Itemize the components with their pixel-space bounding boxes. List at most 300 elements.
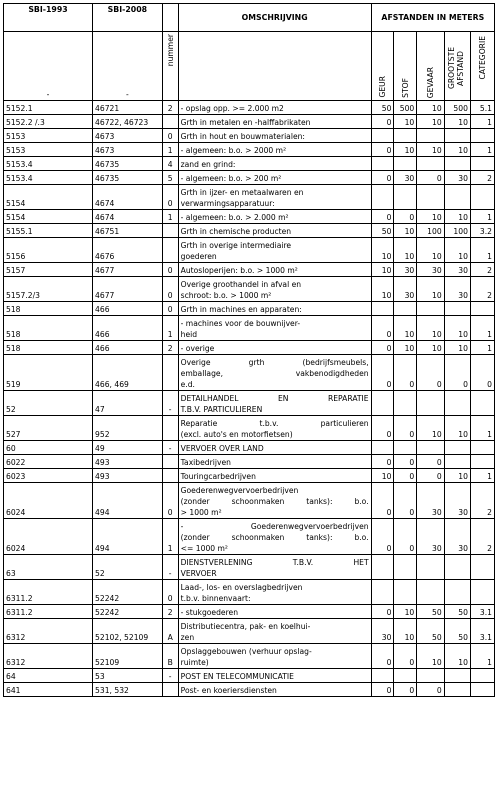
- cell-geur: 0: [371, 605, 394, 619]
- description-line: - Goederenwegvervoerbedrijven: [180, 522, 369, 531]
- cell-sbi-2008: 466: [93, 302, 163, 316]
- cell-sbi-1993: 518: [4, 302, 93, 316]
- cell-grootste-afstand: 30: [444, 277, 470, 302]
- description-line: t.b.v. binnenvaart:: [180, 594, 251, 603]
- cell-sbi-1993: 5157.2/3: [4, 277, 93, 302]
- cell-gevaar: 10: [417, 644, 444, 669]
- header-gevaar: [417, 32, 444, 101]
- cell-gevaar: 0: [417, 455, 444, 469]
- cell-sbi-2008: 466: [93, 341, 163, 355]
- cell-nummer: [162, 416, 178, 441]
- cell-omschrijving: [178, 483, 371, 519]
- table-row: [4, 302, 495, 316]
- cell-sbi-1993: 518: [4, 316, 93, 341]
- description-line: zand en grind:: [180, 160, 236, 169]
- description-line: Grth in overige intermediaire: [180, 241, 292, 250]
- cell-gevaar: 100: [417, 224, 444, 238]
- cell-categorie: [470, 669, 494, 683]
- cell-nummer: 0: [162, 263, 178, 277]
- cell-stof: 10: [394, 238, 417, 263]
- cell-sbi-2008: 4677: [93, 263, 163, 277]
- description-line: - opslag opp. >= 2.000 m2: [180, 104, 284, 113]
- cell-stof: 10: [394, 619, 417, 644]
- cell-stof: 0: [394, 519, 417, 555]
- cell-geur: 0: [371, 416, 394, 441]
- cell-grootste-afstand: [444, 157, 470, 171]
- cell-sbi-1993: 6024: [4, 483, 93, 519]
- cell-nummer: 0: [162, 185, 178, 210]
- cell-grootste-afstand: [444, 455, 470, 469]
- cell-gevaar: 30: [417, 519, 444, 555]
- cell-gevaar: [417, 185, 444, 210]
- cell-geur: [371, 129, 394, 143]
- cell-stof: [394, 129, 417, 143]
- cell-grootste-afstand: 10: [444, 341, 470, 355]
- cell-stof: 0: [394, 644, 417, 669]
- cell-nummer: -: [162, 669, 178, 683]
- description-line: T.B.V. PARTICULIEREN: [180, 405, 263, 414]
- cell-grootste-afstand: [444, 185, 470, 210]
- cell-nummer: [162, 238, 178, 263]
- cell-grootste-afstand: 10: [444, 210, 470, 224]
- cell-sbi-1993: 641: [4, 683, 93, 697]
- description-line: goederen: [180, 252, 217, 261]
- header-stof-text: STOF: [400, 78, 410, 98]
- cell-categorie: [470, 683, 494, 697]
- cell-sbi-1993: 5153: [4, 143, 93, 157]
- cell-grootste-afstand: 10: [444, 238, 470, 263]
- cell-grootste-afstand: [444, 129, 470, 143]
- header-gevaar-text: GEVAAR: [425, 66, 435, 98]
- cell-gevaar: 10: [417, 341, 444, 355]
- cell-grootste-afstand: 10: [444, 115, 470, 129]
- cell-stof: 0: [394, 469, 417, 483]
- description-line: Touringcarbedrijven: [180, 472, 256, 481]
- description-line: VERVOER: [180, 569, 217, 578]
- cell-omschrijving: [178, 277, 371, 302]
- cell-nummer: 0: [162, 483, 178, 519]
- cell-categorie: 1: [470, 341, 494, 355]
- cell-omschrijving: [178, 171, 371, 185]
- cell-geur: 50: [371, 101, 394, 115]
- cell-geur: 10: [371, 238, 394, 263]
- cell-geur: [371, 391, 394, 416]
- cell-sbi-1993: 527: [4, 416, 93, 441]
- cell-categorie: [470, 157, 494, 171]
- cell-grootste-afstand: 30: [444, 483, 470, 519]
- cell-geur: [371, 555, 394, 580]
- cell-sbi-1993: 6022: [4, 455, 93, 469]
- cell-nummer: 4: [162, 157, 178, 171]
- cell-categorie: [470, 129, 494, 143]
- cell-categorie: 1: [470, 115, 494, 129]
- header-categorie-text: CATEGORIE: [477, 36, 487, 80]
- cell-sbi-2008: 46751: [93, 224, 163, 238]
- table-row: [4, 391, 495, 416]
- description-line: e.d.: [180, 380, 195, 389]
- cell-sbi-2008: 52: [93, 555, 163, 580]
- cell-grootste-afstand: [444, 580, 470, 605]
- description-line: Reparatie t.b.v. particulieren: [180, 419, 369, 428]
- table-row: [4, 210, 495, 224]
- cell-geur: 0: [371, 355, 394, 391]
- cell-nummer: 2: [162, 341, 178, 355]
- table-row: [4, 316, 495, 341]
- cell-nummer: A: [162, 619, 178, 644]
- cell-sbi-2008: 52242: [93, 605, 163, 619]
- table-row: [4, 277, 495, 302]
- cell-grootste-afstand: 30: [444, 263, 470, 277]
- cell-stof: 10: [394, 605, 417, 619]
- cell-gevaar: 10: [417, 101, 444, 115]
- cell-gevaar: 0: [417, 355, 444, 391]
- cell-sbi-2008: 4673: [93, 143, 163, 157]
- cell-sbi-1993: 518: [4, 341, 93, 355]
- cell-grootste-afstand: 10: [444, 644, 470, 669]
- cell-geur: 0: [371, 519, 394, 555]
- header-geur-text: GEUR: [378, 76, 388, 98]
- cell-stof: [394, 580, 417, 605]
- cell-categorie: [470, 391, 494, 416]
- description-line: Grth in machines en apparaten:: [180, 305, 302, 314]
- cell-grootste-afstand: [444, 555, 470, 580]
- cell-geur: 10: [371, 469, 394, 483]
- description-line: Overige groothandel in afval en: [180, 280, 302, 289]
- table-row: [4, 115, 495, 129]
- table-row: [4, 185, 495, 210]
- header-grootste-afstand: [444, 32, 470, 101]
- cell-stof: 30: [394, 171, 417, 185]
- cell-sbi-1993: 5152.1: [4, 101, 93, 115]
- cell-omschrijving: [178, 115, 371, 129]
- description-line: <= 1000 m²: [180, 544, 228, 553]
- table-row: [4, 483, 495, 519]
- cell-omschrijving: [178, 263, 371, 277]
- cell-stof: 30: [394, 263, 417, 277]
- cell-omschrijving: [178, 143, 371, 157]
- cell-categorie: 1: [470, 316, 494, 341]
- cell-gevaar: [417, 669, 444, 683]
- cell-gevaar: 10: [417, 115, 444, 129]
- cell-grootste-afstand: 30: [444, 519, 470, 555]
- cell-omschrijving: [178, 469, 371, 483]
- cell-sbi-2008: 493: [93, 455, 163, 469]
- cell-omschrijving: [178, 644, 371, 669]
- cell-omschrijving: [178, 302, 371, 316]
- cell-categorie: 1: [470, 238, 494, 263]
- header-stof: [394, 32, 417, 101]
- cell-stof: 0: [394, 416, 417, 441]
- cell-gevaar: 0: [417, 469, 444, 483]
- description-line: DIENSTVERLENING T.B.V. HET: [180, 558, 369, 567]
- cell-geur: 10: [371, 277, 394, 302]
- cell-grootste-afstand: [444, 683, 470, 697]
- cell-sbi-2008: 46735: [93, 157, 163, 171]
- cell-sbi-2008: 52242: [93, 580, 163, 605]
- cell-sbi-1993: 5157: [4, 263, 93, 277]
- cell-omschrijving: [178, 238, 371, 263]
- header-geur: [371, 32, 394, 101]
- table-row: [4, 441, 495, 455]
- table-row: [4, 580, 495, 605]
- cell-gevaar: 10: [417, 316, 444, 341]
- cell-sbi-1993: 5153: [4, 129, 93, 143]
- cell-sbi-1993: 5154: [4, 185, 93, 210]
- cell-gevaar: [417, 580, 444, 605]
- table-row: [4, 171, 495, 185]
- cell-sbi-2008: 4677: [93, 277, 163, 302]
- cell-geur: 0: [371, 171, 394, 185]
- cell-sbi-1993: 6312: [4, 644, 93, 669]
- cell-grootste-afstand: [444, 391, 470, 416]
- cell-omschrijving: [178, 341, 371, 355]
- cell-sbi-1993: 6311.2: [4, 605, 93, 619]
- cell-geur: 0: [371, 210, 394, 224]
- cell-gevaar: 10: [417, 238, 444, 263]
- description-line: Autosloperijen: b.o. > 1000 m²: [180, 266, 298, 275]
- cell-stof: 0: [394, 210, 417, 224]
- cell-grootste-afstand: 30: [444, 171, 470, 185]
- cell-sbi-1993: 52: [4, 391, 93, 416]
- description-line: - algemeen: b.o. > 200 m²: [180, 174, 282, 183]
- cell-categorie: 3.1: [470, 605, 494, 619]
- description-line: ruimte): [180, 658, 209, 667]
- cell-omschrijving: [178, 157, 371, 171]
- description-line: (zonder schoonmaken tanks): b.o.: [180, 533, 369, 542]
- cell-omschrijving: [178, 605, 371, 619]
- cell-grootste-afstand: 500: [444, 101, 470, 115]
- cell-sbi-2008: 46722, 46723: [93, 115, 163, 129]
- description-line: - overige: [180, 344, 215, 353]
- cell-sbi-2008: 531, 532: [93, 683, 163, 697]
- description-line: - machines voor de bouwnijver-: [180, 319, 301, 328]
- description-line: Post- en koeriersdiensten: [180, 686, 277, 695]
- cell-grootste-afstand: 0: [444, 355, 470, 391]
- cell-stof: 0: [394, 455, 417, 469]
- table-row: [4, 605, 495, 619]
- description-line: Grth in ijzer- en metaalwaren en: [180, 188, 304, 197]
- cell-categorie: 2: [470, 519, 494, 555]
- cell-stof: 0: [394, 483, 417, 519]
- cell-nummer: [162, 469, 178, 483]
- cell-gevaar: [417, 129, 444, 143]
- header-sbi-2008: SBI-2008: [93, 4, 163, 32]
- description-line: Taxibedrijven: [180, 458, 231, 467]
- cell-sbi-2008: 493: [93, 469, 163, 483]
- cell-geur: 30: [371, 619, 394, 644]
- cell-omschrijving: [178, 416, 371, 441]
- cell-omschrijving: [178, 669, 371, 683]
- table-row: [4, 519, 495, 555]
- header-omschrijving-spacer: [178, 32, 371, 101]
- description-line: > 1000 m²: [180, 508, 222, 517]
- cell-omschrijving: [178, 519, 371, 555]
- cell-categorie: 0: [470, 355, 494, 391]
- table-row: [4, 157, 495, 171]
- cell-grootste-afstand: [444, 302, 470, 316]
- description-line: Goederenwegvervoerbedrijven: [180, 486, 299, 495]
- cell-sbi-1993: 5154: [4, 210, 93, 224]
- cell-stof: 10: [394, 115, 417, 129]
- cell-gevaar: 10: [417, 143, 444, 157]
- cell-nummer: 1: [162, 143, 178, 157]
- table-row: [4, 555, 495, 580]
- cell-omschrijving: [178, 210, 371, 224]
- description-line: - algemeen: b.o. > 2000 m²: [180, 146, 287, 155]
- cell-categorie: [470, 185, 494, 210]
- cell-sbi-2008: 4674: [93, 210, 163, 224]
- cell-geur: 0: [371, 341, 394, 355]
- cell-sbi-1993: 64: [4, 669, 93, 683]
- header-sbi-1993: SBI-1993: [4, 4, 93, 32]
- cell-sbi-1993: 5156: [4, 238, 93, 263]
- description-line: Laad-, los- en overslagbedrijven: [180, 583, 303, 592]
- table-row: [4, 683, 495, 697]
- cell-stof: [394, 441, 417, 455]
- cell-categorie: [470, 580, 494, 605]
- table-row: [4, 129, 495, 143]
- cell-omschrijving: [178, 391, 371, 416]
- cell-geur: [371, 302, 394, 316]
- cell-sbi-1993: 5153.4: [4, 171, 93, 185]
- cell-gevaar: [417, 441, 444, 455]
- cell-nummer: 0: [162, 302, 178, 316]
- cell-geur: [371, 157, 394, 171]
- cell-nummer: [162, 355, 178, 391]
- cell-stof: [394, 157, 417, 171]
- cell-gevaar: 50: [417, 605, 444, 619]
- cell-sbi-2008: 494: [93, 519, 163, 555]
- cell-geur: [371, 185, 394, 210]
- description-line: (zonder schoonmaken tanks): b.o.: [180, 497, 369, 506]
- cell-nummer: 0: [162, 277, 178, 302]
- cell-geur: 0: [371, 683, 394, 697]
- cell-grootste-afstand: [444, 441, 470, 455]
- cell-omschrijving: [178, 619, 371, 644]
- table-row: [4, 101, 495, 115]
- cell-stof: 30: [394, 277, 417, 302]
- cell-grootste-afstand: 50: [444, 605, 470, 619]
- cell-geur: 0: [371, 143, 394, 157]
- table-row: [4, 619, 495, 644]
- cell-omschrijving: [178, 101, 371, 115]
- cell-stof: 500: [394, 101, 417, 115]
- description-line: - algemeen: b.o. > 2.000 m²: [180, 213, 289, 222]
- cell-stof: [394, 391, 417, 416]
- cell-gevaar: [417, 302, 444, 316]
- cell-geur: 0: [371, 316, 394, 341]
- cell-sbi-2008: 4674: [93, 185, 163, 210]
- cell-categorie: 2: [470, 277, 494, 302]
- cell-nummer: 1: [162, 210, 178, 224]
- cell-stof: 0: [394, 683, 417, 697]
- cell-sbi-1993: 6024: [4, 519, 93, 555]
- cell-geur: 10: [371, 263, 394, 277]
- cell-categorie: 5.1: [470, 101, 494, 115]
- header-nummer-text: nummer: [165, 34, 175, 67]
- description-line: (excl. auto's en motorfietsen): [180, 430, 293, 439]
- cell-geur: [371, 669, 394, 683]
- cell-gevaar: 0: [417, 171, 444, 185]
- table-body: [4, 101, 495, 697]
- cell-categorie: [470, 441, 494, 455]
- cell-geur: 0: [371, 644, 394, 669]
- description-line: - stukgoederen: [180, 608, 239, 617]
- cell-omschrijving: [178, 185, 371, 210]
- description-line: POST EN TELECOMMUNICATIE: [180, 672, 294, 681]
- header-dash-sbi-1993: -: [4, 32, 93, 101]
- cell-omschrijving: [178, 455, 371, 469]
- cell-stof: 0: [394, 355, 417, 391]
- cell-gevaar: 10: [417, 210, 444, 224]
- cell-omschrijving: [178, 580, 371, 605]
- cell-sbi-2008: 4676: [93, 238, 163, 263]
- description-line: Grth in metalen en -halffabrikaten: [180, 118, 311, 127]
- cell-sbi-2008: 46721: [93, 101, 163, 115]
- cell-omschrijving: [178, 555, 371, 580]
- cell-categorie: 1: [470, 644, 494, 669]
- cell-nummer: -: [162, 391, 178, 416]
- cell-nummer: 5: [162, 171, 178, 185]
- cell-stof: [394, 669, 417, 683]
- header-nummer: [162, 32, 178, 101]
- table-row: [4, 263, 495, 277]
- cell-grootste-afstand: 100: [444, 224, 470, 238]
- description-line: Distributiecentra, pak- en koelhui-: [180, 622, 311, 631]
- header-nummer-spacer: [162, 4, 178, 32]
- table-row: [4, 238, 495, 263]
- cell-sbi-1993: 5153.4: [4, 157, 93, 171]
- table-row: [4, 355, 495, 391]
- cell-nummer: 2: [162, 605, 178, 619]
- cell-sbi-1993: 6023: [4, 469, 93, 483]
- header-dash-sbi-2008: -: [93, 32, 163, 101]
- cell-stof: 10: [394, 316, 417, 341]
- cell-omschrijving: [178, 129, 371, 143]
- cell-nummer: -: [162, 555, 178, 580]
- description-line: VERVOER OVER LAND: [180, 444, 264, 453]
- cell-nummer: 2: [162, 101, 178, 115]
- cell-omschrijving: [178, 355, 371, 391]
- cell-sbi-1993: 6311.2: [4, 580, 93, 605]
- cell-gevaar: 50: [417, 619, 444, 644]
- cell-omschrijving: [178, 224, 371, 238]
- cell-stof: 10: [394, 224, 417, 238]
- cell-stof: [394, 302, 417, 316]
- cell-nummer: 0: [162, 580, 178, 605]
- cell-omschrijving: [178, 316, 371, 341]
- header-categorie: [470, 32, 494, 101]
- cell-geur: 0: [371, 115, 394, 129]
- cell-gevaar: 0: [417, 683, 444, 697]
- cell-grootste-afstand: [444, 669, 470, 683]
- cell-gevaar: [417, 391, 444, 416]
- header-afstanden: AFSTANDEN IN METERS: [371, 4, 494, 32]
- cell-sbi-2008: 466, 469: [93, 355, 163, 391]
- table-row: [4, 455, 495, 469]
- cell-categorie: [470, 455, 494, 469]
- cell-gevaar: 10: [417, 277, 444, 302]
- cell-categorie: 2: [470, 483, 494, 519]
- cell-sbi-2008: 52102, 52109: [93, 619, 163, 644]
- cell-grootste-afstand: 10: [444, 143, 470, 157]
- cell-geur: 50: [371, 224, 394, 238]
- description-line: Overige grth (bedrijfsmeubels,: [180, 358, 369, 367]
- cell-sbi-1993: 5155.1: [4, 224, 93, 238]
- cell-sbi-2008: 4673: [93, 129, 163, 143]
- cell-categorie: 3.2: [470, 224, 494, 238]
- description-line: heid: [180, 330, 198, 339]
